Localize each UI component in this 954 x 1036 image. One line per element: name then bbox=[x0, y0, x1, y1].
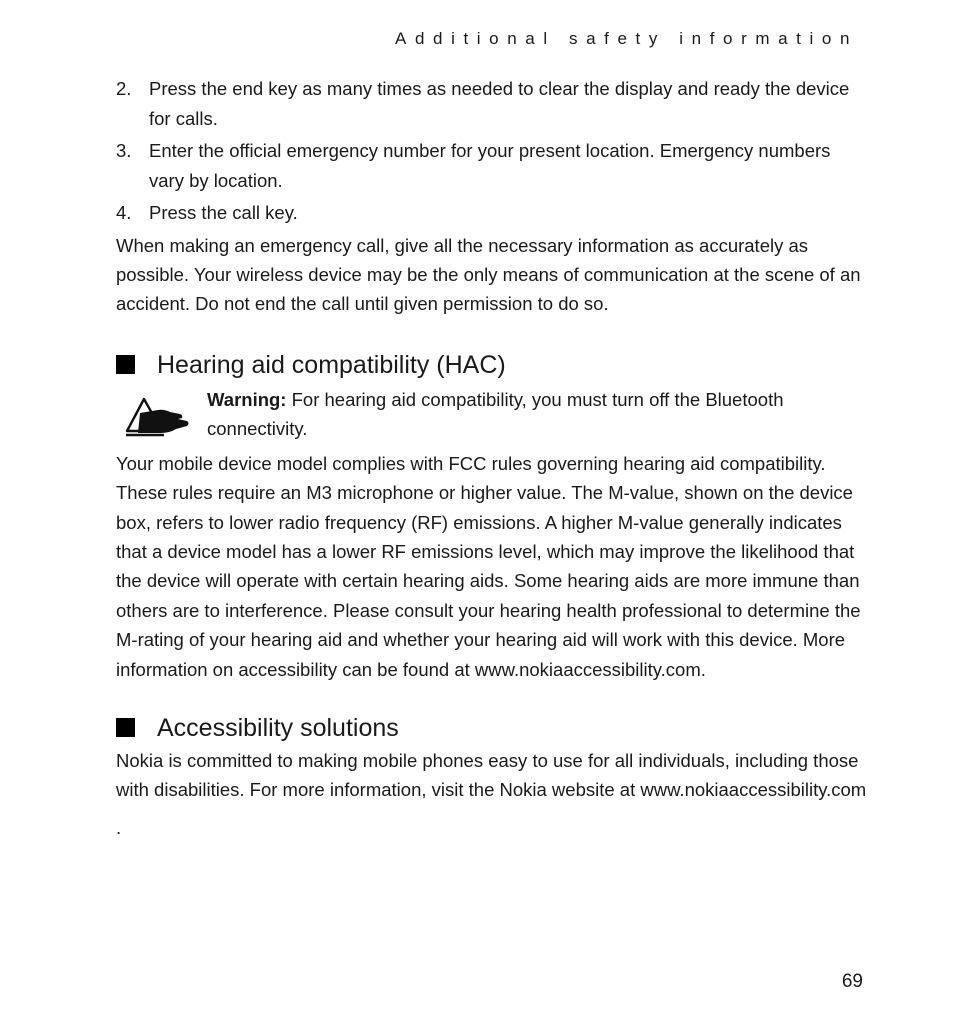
hac-paragraph: Your mobile device model complies with FCC rules governing hearing aid compatibility. These rules require an M3 microphone or higher value. The M-value, shown on the device box, refers to lower radio frequency (RF) emissions. A higher M-value generally indicates that a device model has a lower RF emissions level, which may improve the likelihood that the device will operate with certain hearing aids. Some hearing aids are more immune than others are to interference. Please consult your hearing health professional to determine the M-rating of your hearing aid and whether your hearing aid will work with this device. More information on accessibility can be found at www.nokiaaccessibility.com. bbox=[116, 452, 861, 680]
hac-heading-text: Hearing aid compatibility (HAC) bbox=[157, 350, 506, 379]
hac-heading bbox=[116, 349, 868, 381]
running-header: Additional safety information bbox=[395, 29, 858, 48]
warning-body: For hearing aid compatibility, you must turn off the Bluetooth connectivity. bbox=[207, 388, 784, 440]
section-square-icon bbox=[116, 355, 135, 374]
hac-warning bbox=[116, 385, 868, 444]
accessibility-paragraph: Nokia is committed to making mobile phones easy to use for all individuals, including those with disabilities. For more information, visit the Nokia website at www.nokiaaccessibility.com bbox=[116, 749, 867, 801]
warning-label: Warning: bbox=[207, 388, 287, 410]
step-text: Press the call key. bbox=[149, 202, 298, 223]
trailing-mark: . bbox=[116, 816, 122, 838]
page-content bbox=[116, 74, 868, 842]
accessibility-heading bbox=[116, 712, 868, 744]
section-square-icon bbox=[116, 718, 135, 737]
step-number: 3. bbox=[116, 140, 132, 161]
warning-hand-icon bbox=[124, 393, 190, 441]
page-number: 69 bbox=[841, 971, 863, 992]
step-number: 4. bbox=[116, 202, 132, 223]
list-item bbox=[116, 136, 868, 195]
step-text: Enter the official emergency number for your present location. Emergency numbers vary by location. bbox=[149, 140, 831, 191]
step-number: 2. bbox=[116, 78, 132, 99]
accessibility-heading-text: Accessibility solutions bbox=[157, 713, 399, 742]
list-item bbox=[116, 74, 868, 133]
emergency-steps-list bbox=[116, 74, 868, 228]
step-text: Press the end key as many times as needed to clear the display and ready the device for calls. bbox=[149, 78, 850, 129]
list-item bbox=[116, 198, 868, 228]
emergency-call-paragraph: When making an emergency call, give all the necessary information as accurately as possible. Your wireless device may be the only means of communication at the scene of an accident. Do not end the call until given permission to do so. bbox=[116, 234, 861, 315]
warning-text bbox=[207, 385, 868, 444]
